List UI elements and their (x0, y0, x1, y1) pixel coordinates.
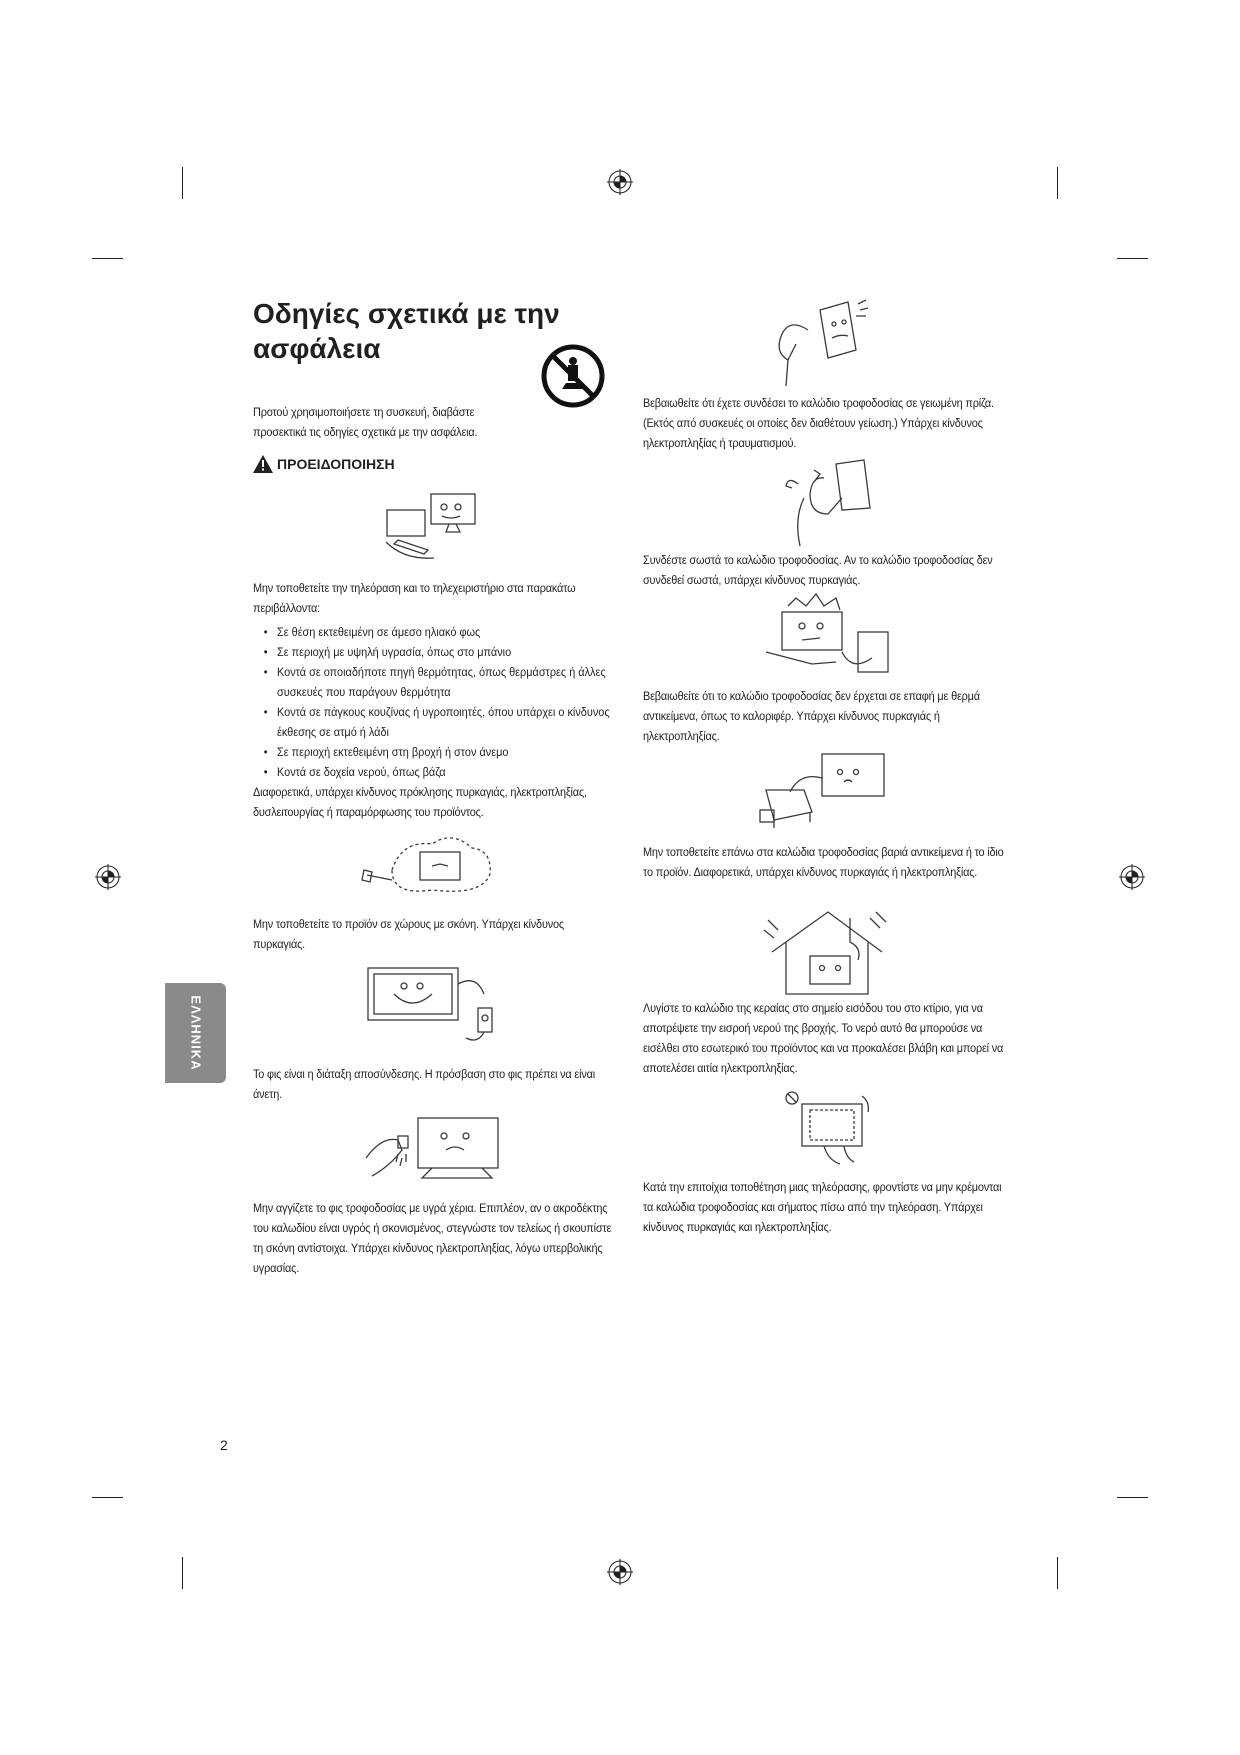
heavy-object-illustration-icon (760, 748, 890, 838)
crop-mark (1057, 167, 1058, 199)
ground-text: Βεβαιωθείτε ότι έχετε συνδέσει το καλώδιο τροφοδοσίας σε γειωμένη πρίζα. (Εκτός από συσκευές οι οποίες δεν διαθέτουν γείωση.) Υπάρχει κίνδυνος ηλεκτροπληξίας ή τραυματισμού. (643, 396, 994, 450)
crop-mark (1117, 1497, 1148, 1498)
antenna-house-illustration-icon (762, 908, 892, 998)
page-number: 2 (220, 1437, 228, 1453)
antenna-text: Λυγίστε το καλώδιο της κεραίας στο σημείο εισόδου του στο κτίριο, για να αποτρέψετε την εισροή νερού της βροχής. Το νερό αυτό θα μπορούσε να εισέλθει στο εσωτερικό του προϊόντος και να προκαλέσει βλάβη και μπορεί να αποτελέσει αιτία ηλεκτροπληξίας. (643, 1001, 1004, 1075)
tv-remote-illustration-icon (384, 492, 484, 564)
wall-mount-text: Κατά την επιτοίχια τοποθέτηση μιας τηλεόρασης, φροντίστε να μην κρέμονται τα καλώδια τροφοδοσίας και σήματος πίσω από την τηλεόραση. Υπάρχει κίνδυνος πυρκαγιάς και ηλεκτροπληξίας. (643, 1180, 1002, 1234)
wet-hands-text: Μην αγγίζετε το φις τροφοδοσίας με υγρά χέρια. Επιπλέον, αν ο ακροδέκτης του καλωδίου είναι υγρός ή σκονισμένος, στεγνώστε τον τελείως ή σκουπίστε τη σκόνη αντίστοιχα. Υπάρχει κίνδυνος ηλεκτροπληξίας, λόγω υπερβολικής υγρασίας. (253, 1201, 612, 1275)
registration-mark-icon (1119, 864, 1145, 890)
connect-plug-illustration-icon (784, 458, 876, 548)
dusty-tv-illustration-icon (362, 830, 502, 902)
registration-mark-icon (607, 1559, 633, 1585)
prohibition-icon (540, 343, 606, 409)
crop-mark (1117, 258, 1148, 259)
heavy-text: Μην τοποθετείτε επάνω στα καλώδια τροφοδοσίας βαριά αντικείμενα ή το ίδιο το προϊόν. Διαφορετικά, υπάρχει κίνδυνος πυρκαγιάς ή ηλεκτροπληξίας. (643, 845, 1004, 879)
list-item: • Σε περιοχή με υψηλή υγρασία, όπως στο μπάνιο (255, 642, 616, 662)
crop-mark (92, 1497, 123, 1498)
crop-mark (182, 1557, 183, 1589)
list-item: • Κοντά σε δοχεία νερού, όπως βάζα (255, 762, 616, 782)
warning-label: ΠΡΟΕΙΔΟΠΟΙΗΣΗ (277, 456, 395, 472)
registration-mark-icon (95, 864, 121, 890)
crop-mark (92, 258, 123, 259)
language-tab (165, 983, 226, 1083)
env-intro-text: Μην τοποθετείτε την τηλεόραση και το τηλεχειριστήριο στα παρακάτω περιβάλλοντα: (253, 581, 576, 615)
title-line-2: ασφάλεια (253, 333, 381, 364)
list-item: • Κοντά σε οποιαδήποτε πηγή θερμότητας, όπως θερμάστρες ή άλλες συσκευές που παράγουν θερμότητα (255, 662, 616, 702)
list-item: • Κοντά σε πάγκους κουζίνας ή υγροποιητές, όπου υπάρχει ο κίνδυνος έκθεσης σε ατμό ή λάδι (255, 702, 616, 742)
warning-heading (253, 455, 395, 473)
crop-mark (182, 167, 183, 199)
intro-text: Προτού χρησιμοποιήσετε τη συσκευή, διαβάστε προσεκτικά τις οδηγίες σχετικά με την ασφάλεια. (253, 405, 478, 439)
list-item: • Σε θέση εκτεθειμένη σε άμεσο ηλιακό φως (255, 622, 616, 642)
plug-tv-illustration-icon (366, 964, 506, 1046)
grounded-outlet-illustration-icon (770, 300, 870, 388)
warning-triangle-icon (253, 455, 273, 473)
language-tab-label: ΕΛΛΗΝΙΚΑ (188, 995, 203, 1071)
heater-cord-illustration-icon (762, 592, 892, 682)
env-outro-text: Διαφορετικά, υπάρχει κίνδυνος πρόκλησης πυρκαγιάς, ηλεκτροπληξίας, δυσλειτουργίας ή παραμόρφωσης του προϊόντος. (253, 785, 587, 819)
registration-mark-icon (607, 169, 633, 195)
wet-hands-illustration-icon (362, 1106, 510, 1190)
connect-text: Συνδέστε σωστά το καλώδιο τροφοδοσίας. Αν το καλώδιο τροφοδοσίας δεν συνδεθεί σωστά, υπάρχει κίνδυνος πυρκαγιάς. (643, 553, 993, 587)
plug-text: Το φις είναι η διάταξη αποσύνδεσης. Η πρόσβαση στο φις πρέπει να είναι άνετη. (253, 1067, 595, 1101)
crop-mark (1057, 1557, 1058, 1589)
list-item: • Σε περιοχή εκτεθειμένη στη βροχή ή στον άνεμο (255, 742, 616, 762)
dust-text: Μην τοποθετείτε το προϊόν σε χώρους με σκόνη. Υπάρχει κίνδυνος πυρκαγιάς. (253, 917, 564, 951)
title-line-1: Οδηγίες σχετικά με την (253, 298, 560, 329)
wall-mount-illustration-icon (784, 1090, 876, 1166)
env-list (255, 622, 616, 782)
heat-text: Βεβαιωθείτε ότι το καλώδιο τροφοδοσίας δεν έρχεται σε επαφή με θερμά αντικείμενα, όπως το καλοριφέρ. Υπάρχει κίνδυνος πυρκαγιάς ή ηλεκτροπληξίας. (643, 689, 980, 743)
page-title (253, 296, 573, 366)
